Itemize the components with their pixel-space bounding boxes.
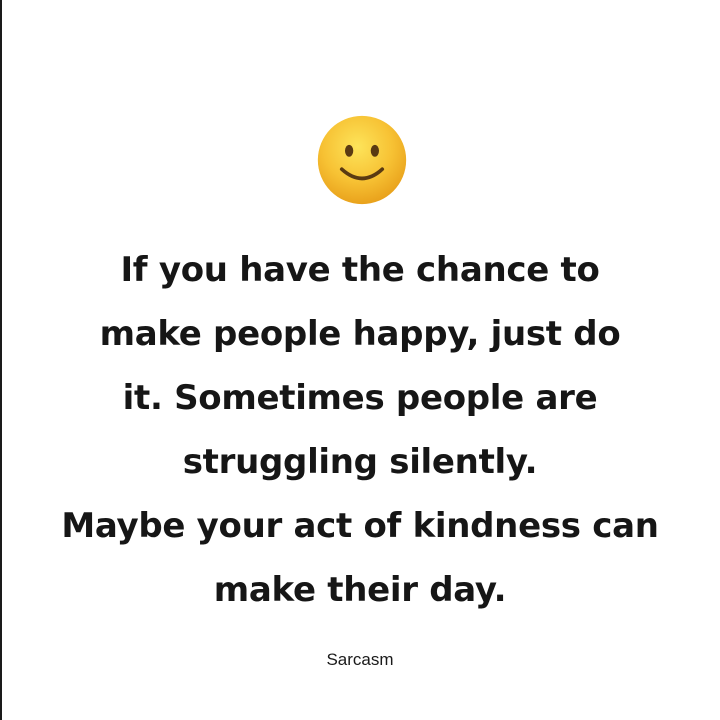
source-label: Sarcasm (326, 650, 394, 669)
slightly-smiling-face-icon (316, 114, 408, 206)
quote-line: If you have the chance to (120, 250, 600, 290)
quote-line: struggling silently. (182, 442, 538, 482)
quote-line: make their day. (213, 570, 507, 610)
quote-line: Maybe your act of kindness can (61, 506, 659, 546)
left-border (0, 0, 2, 720)
quote-text (20, 238, 700, 622)
quote-line: it. Sometimes people are (122, 378, 598, 418)
quote-line: make people happy, just do (99, 314, 621, 354)
